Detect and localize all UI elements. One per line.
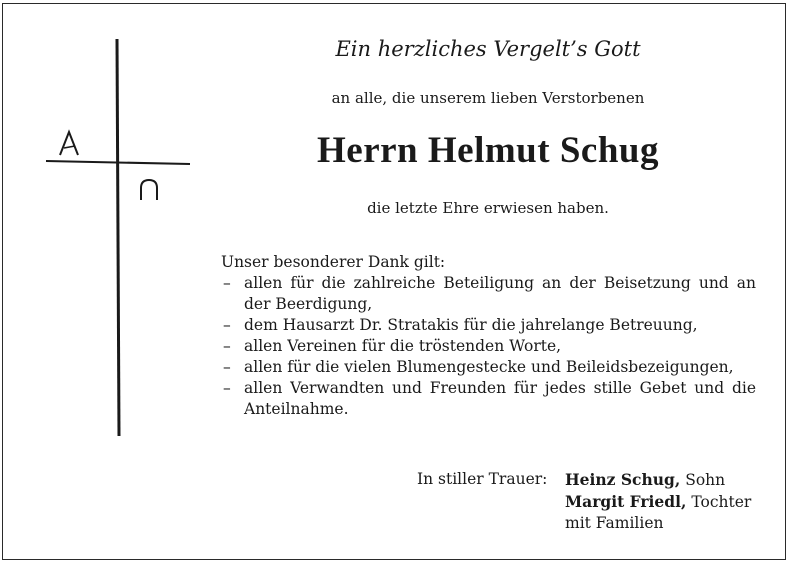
deceased-name: Herrn Helmut Schug <box>317 130 659 171</box>
list-item: – allen Vereinen für die tröstenden Worte, <box>221 336 756 357</box>
thanks-section <box>221 252 756 420</box>
list-item: – allen für die vielen Blumengestecke und Beileidsbezeigungen, <box>221 357 756 378</box>
alpha-glyph <box>60 132 78 155</box>
cross-alpha-omega-icon <box>3 4 203 444</box>
cross-vertical-beam <box>117 39 119 436</box>
list-item: – allen Verwandten und Freunden für jedes stille Gebet und die Anteilnahme. <box>221 378 756 420</box>
list-item: – allen für die zahlreiche Beteiligung an der Beisetzung und an der Beerdigung, <box>221 273 756 315</box>
mourner: Heinz Schug, Sohn <box>565 470 726 489</box>
thanks-title: Unser besonderer Dank gilt: <box>221 253 446 271</box>
thanks-list <box>221 273 756 420</box>
outro-text: die letzte Ehre erwiesen haben. <box>367 199 609 217</box>
obituary-card <box>2 3 786 560</box>
mourners-list <box>565 469 751 534</box>
intro-text: an alle, die unserem lieben Verstorbenen <box>331 89 645 107</box>
mourner: mit Familien <box>565 514 664 532</box>
omega-glyph <box>141 180 157 200</box>
mourner: Margit Friedl, Tochter <box>565 492 752 511</box>
mourning-label: In stiller Trauer: <box>417 470 548 488</box>
list-item: – dem Hausarzt Dr. Stratakis für die jahrelange Betreuung, <box>221 315 756 336</box>
heading: Ein herzliches Vergelt’s Gott <box>335 37 641 61</box>
